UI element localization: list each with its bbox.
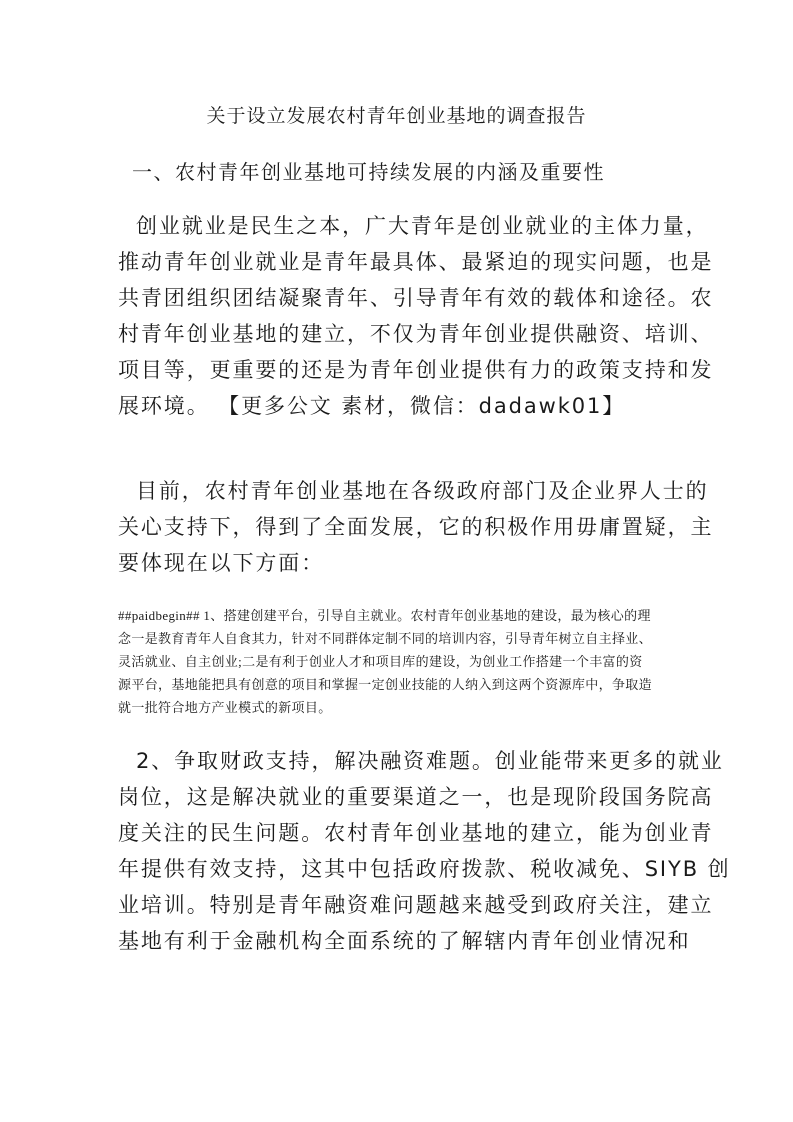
- document-title: 关于设立发展农村青年创业基地的调查报告: [206, 105, 587, 127]
- paragraph-line: 年提供有效支持，这其中包括政府拨款、税收减免、SIYB 创: [118, 857, 731, 881]
- paragraph-point-1: [118, 604, 678, 719]
- paragraph-point-2: [118, 743, 731, 959]
- paragraph-line: 创业就业是民生之本，广大青年是创业就业的主体力量，: [136, 214, 709, 238]
- paragraph-line: 展环境。 【更多公文 素材，微信：dadawk01】: [118, 394, 626, 418]
- paragraph-line: 业培训。特别是青年融资难问题越来越受到政府关注，建立: [118, 893, 714, 917]
- paragraph-line: 念一是教育青年人自食其力，针对不同群体定制不同的培训内容，引导青年树立自主择业、: [118, 631, 653, 646]
- paragraph-line: 共青团组织团结凝聚青年、引导青年有效的载体和途径。农: [118, 286, 714, 310]
- paragraph-current-status: [118, 473, 714, 581]
- paragraph-line: ##paidbegin## 1、搭建创建平台，引导自主就业。农村青年创业基地的建设，最为核心的理: [118, 608, 651, 623]
- paragraph-line: 村青年创业基地的建立，不仅为青年创业提供融资、培训、: [118, 322, 714, 346]
- paragraph-line: 就一批符合地方产业模式的新项目。: [118, 700, 332, 715]
- paragraph-line: 岗位，这是解决就业的重要渠道之一，也是现阶段国务院高: [118, 785, 714, 809]
- paragraph-intro: [118, 208, 714, 424]
- paragraph-line: 源平台，基地能把具有创意的项目和掌握一定创业技能的人纳入到这两个资源库中，争取造: [118, 677, 653, 692]
- paragraph-line: 项目等，更重要的还是为青年创业提供有力的政策支持和发: [118, 358, 714, 382]
- paragraph-line: 目前，农村青年创业基地在各级政府部门及企业界人士的: [136, 479, 709, 503]
- paragraph-line: 推动青年创业就业是青年最具体、最紧迫的现实问题，也是: [118, 250, 714, 274]
- paragraph-line: 灵活就业、自主创业;二是有利于创业人才和项目库的建设，为创业工作搭建一个丰富的资: [118, 654, 643, 669]
- paragraph-line: 2、争取财政支持，解决融资难题。创业能带来更多的就业: [136, 749, 724, 773]
- paragraph-line: 要体现在以下方面：: [118, 551, 325, 575]
- paragraph-line: 度关注的民生问题。农村青年创业基地的建立，能为创业青: [118, 821, 714, 845]
- paragraph-line: 基地有利于金融机构全面系统的了解辖内青年创业情况和: [118, 929, 691, 953]
- paragraph-line: 关心支持下，得到了全面发展，它的积极作用毋庸置疑，主: [118, 515, 714, 539]
- section-heading: 一、农村青年创业基地可持续发展的内涵及重要性: [132, 160, 605, 184]
